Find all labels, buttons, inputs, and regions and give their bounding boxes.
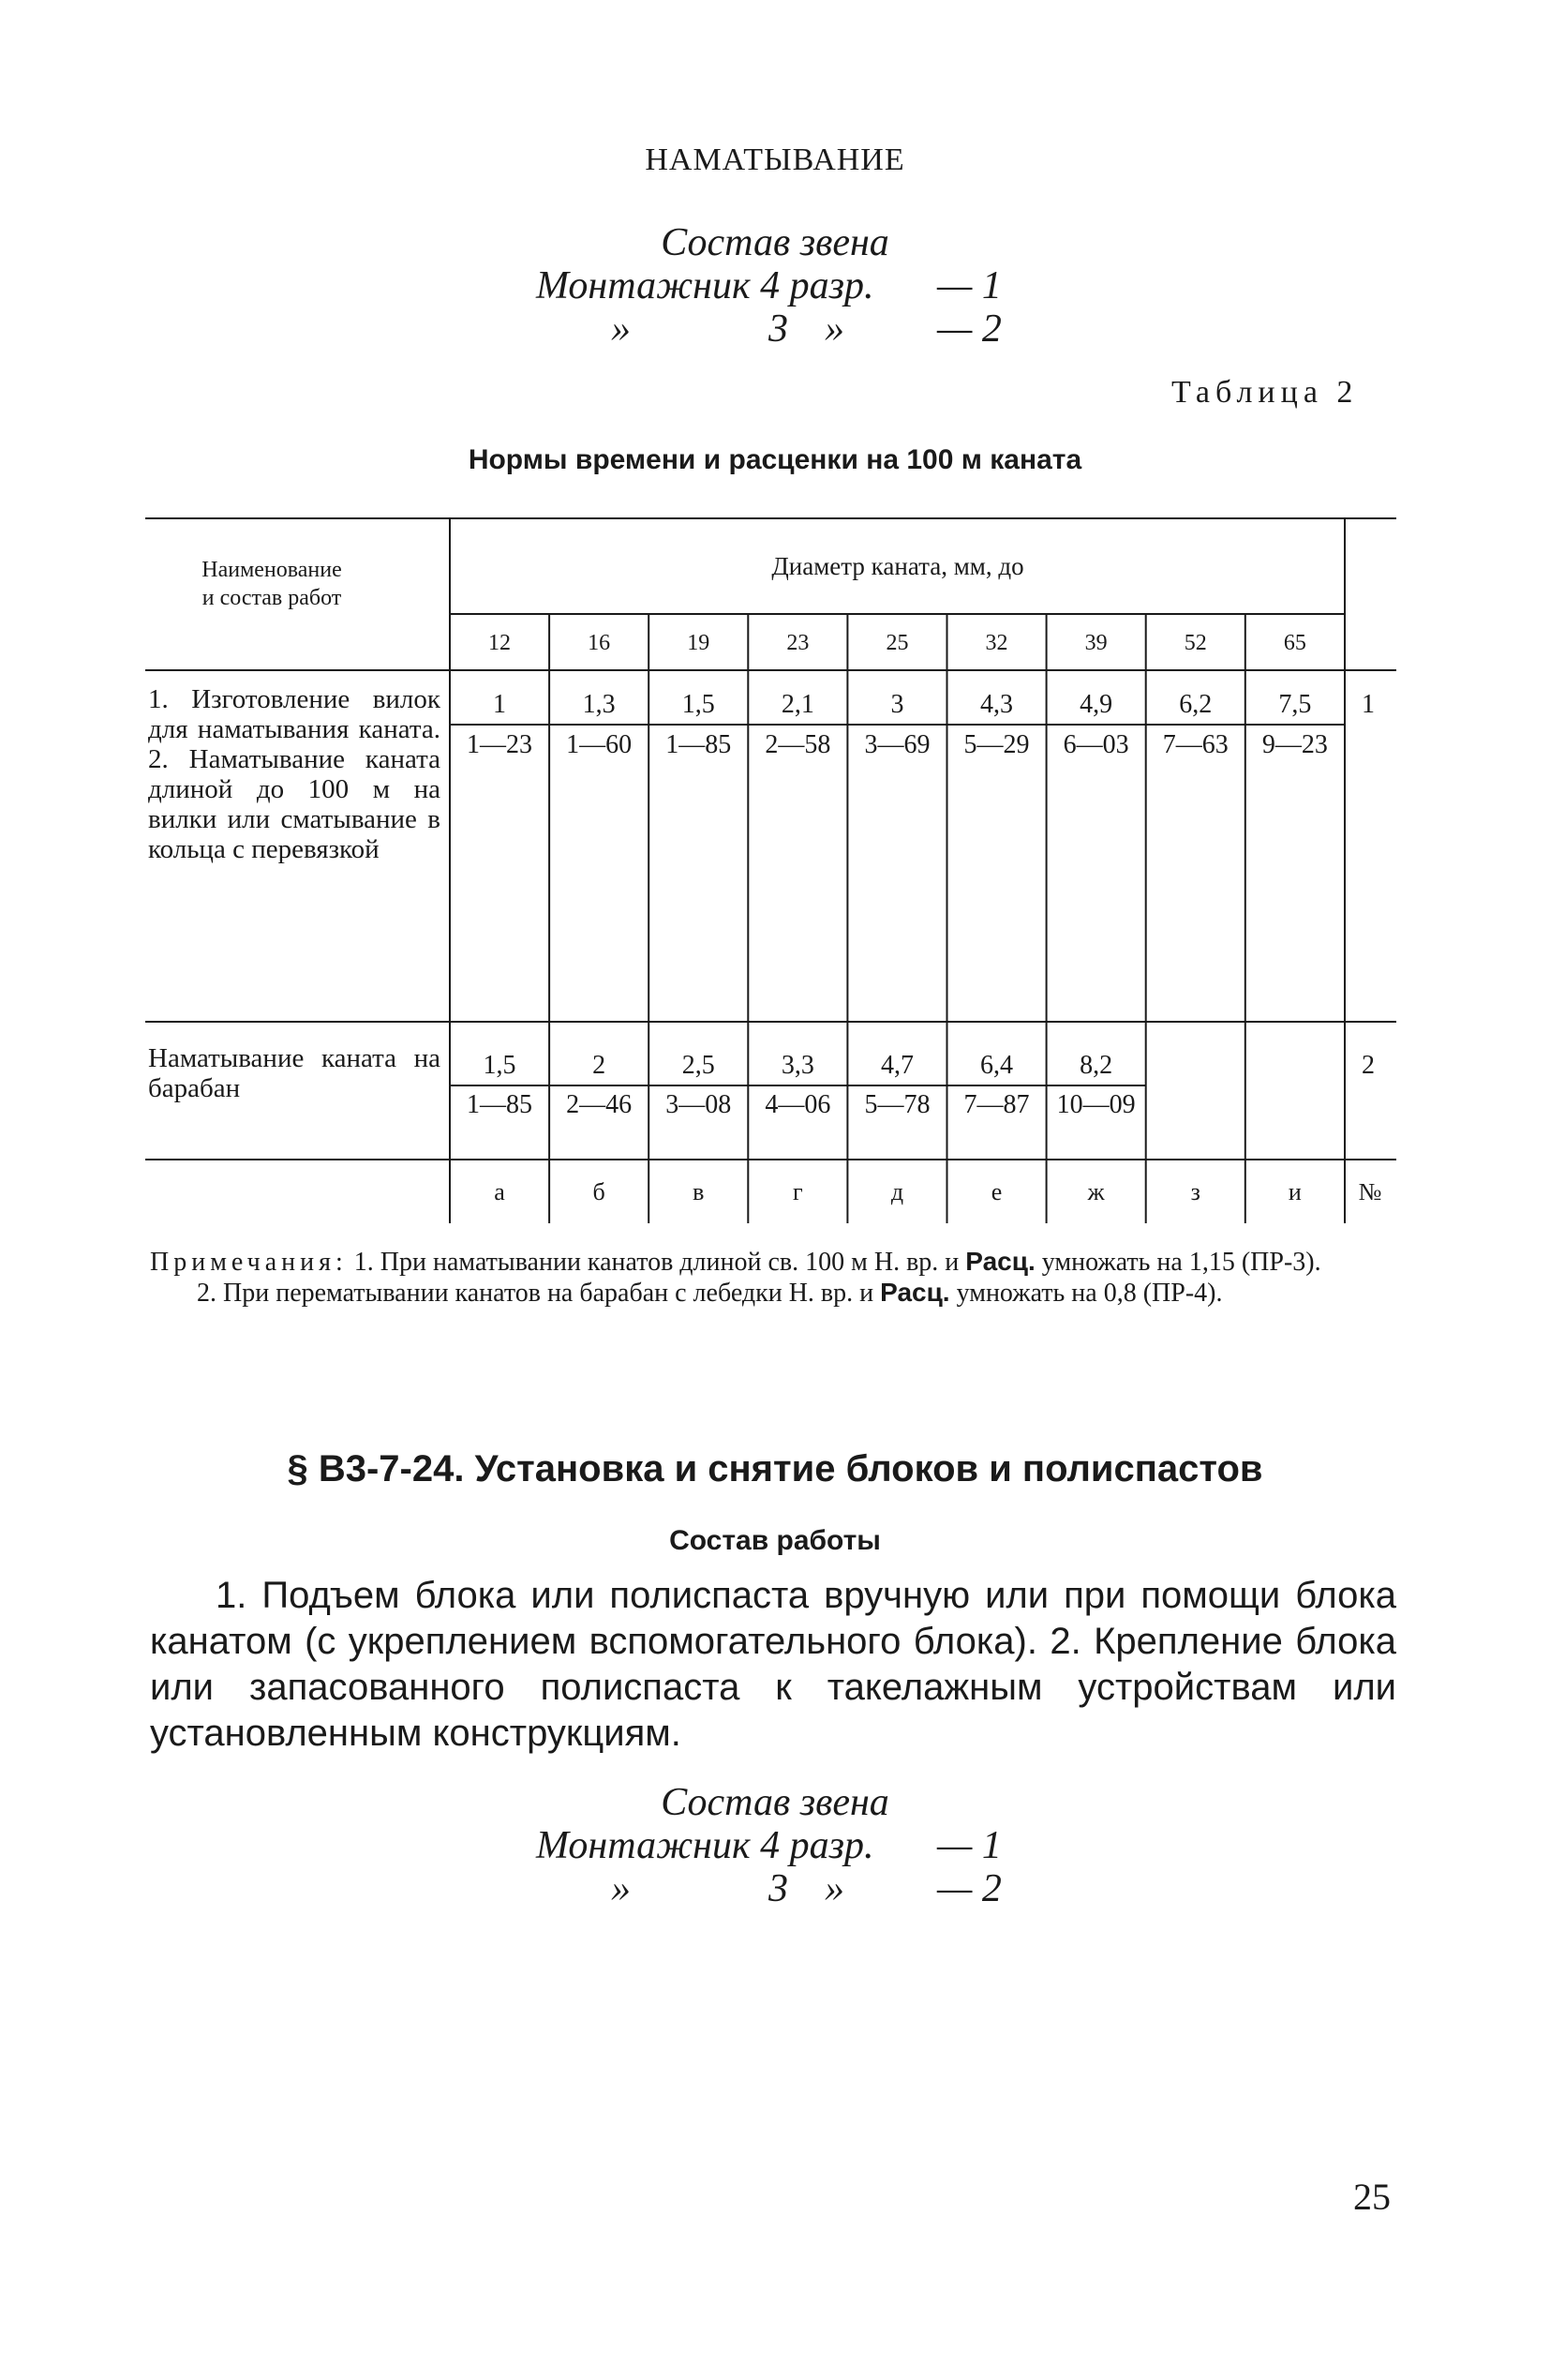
note1-bold: Расц. bbox=[965, 1247, 1036, 1276]
diameter-header-cell: 65 bbox=[1283, 631, 1306, 655]
column-letter-cell: ж bbox=[1087, 1178, 1105, 1205]
diameter-header-cell: 25 bbox=[886, 631, 909, 655]
row1-work-name: 1. Изготовление вилок для наматывания каната. 2. Наматывание каната длиной до 100 м на вилки или сматывание в кольца с перевязкой bbox=[148, 684, 440, 864]
work-text: 1. Подъем блока или полиспаста вручную или при помощи блока канатом (с укреплением вспомогательного блока). 2. Крепление блока или запасованного полиспаста к такелажным устройствам или установленным конструкциям. bbox=[150, 1575, 1396, 1754]
norm-time-cell: 1,3 bbox=[582, 690, 616, 719]
note2-text-cont: умножать на 0,8 (ПР-4). bbox=[956, 1279, 1223, 1308]
norm-time-cell: 2,5 bbox=[681, 1051, 715, 1080]
rate-cell: 3—69 bbox=[864, 730, 931, 759]
notes-block bbox=[150, 1247, 1396, 1309]
crew-role: Монтажник 4 разр. bbox=[536, 1824, 874, 1867]
crew-count: — 2 bbox=[937, 1867, 1002, 1910]
table-caption: Нормы времени и расценки на 100 м каната bbox=[468, 444, 1082, 475]
crew-composition-top bbox=[0, 221, 1550, 351]
column-letter-cell: е bbox=[991, 1178, 1003, 1205]
rate-cell: 1—60 bbox=[566, 730, 633, 759]
crew-count: — 2 bbox=[937, 307, 1002, 351]
diameter-header-cell: 32 bbox=[985, 631, 1008, 655]
crew-grade: 3 bbox=[768, 1867, 788, 1910]
crew-role: Монтажник 4 разр. bbox=[536, 264, 874, 307]
row-number-cell: 1 bbox=[1362, 690, 1375, 719]
crew-ditto: » bbox=[611, 307, 631, 351]
rate-cell: 10—09 bbox=[1056, 1090, 1136, 1119]
rate-cell: 9—23 bbox=[1261, 730, 1328, 759]
row2-work-name: Наматывание каната на барабан bbox=[148, 1043, 440, 1103]
table-label: Таблица 2 bbox=[1171, 375, 1359, 410]
norm-time-cell: 7,5 bbox=[1278, 690, 1312, 719]
norm-time-cell: 1 bbox=[493, 690, 507, 719]
norm-time-cell: 1,5 bbox=[483, 1051, 516, 1080]
diameter-header-cell: 39 bbox=[1084, 631, 1108, 655]
note2-bold: Расц. bbox=[880, 1278, 950, 1307]
rate-cell: 6—03 bbox=[1063, 730, 1129, 759]
diameter-header-cell: 16 bbox=[588, 631, 611, 655]
crew-count: — 1 bbox=[937, 264, 1002, 307]
crew-heading: Состав звена bbox=[661, 1781, 889, 1824]
rate-cell: 1—85 bbox=[467, 1090, 533, 1119]
diameter-header-cell: 23 bbox=[786, 631, 810, 655]
header-diameter: Диаметр каната, мм, до bbox=[771, 552, 1024, 580]
crew-ditto: » bbox=[825, 307, 844, 351]
rate-cell: 2—58 bbox=[765, 730, 831, 759]
rate-cell: 4—06 bbox=[765, 1090, 831, 1119]
header-name-line1: Наименование bbox=[201, 558, 342, 582]
work-heading: Состав работы bbox=[669, 1525, 881, 1556]
column-letter-cell: и bbox=[1288, 1178, 1302, 1205]
norms-table bbox=[141, 511, 1406, 1233]
header-name-line2: и состав работ bbox=[201, 586, 342, 610]
page-number: 25 bbox=[1353, 2176, 1391, 2218]
column-letter-cell: д bbox=[890, 1178, 904, 1205]
column-letter-cell: в bbox=[693, 1178, 705, 1205]
crew-heading: Состав звена bbox=[661, 221, 889, 264]
diameter-header-cell: 52 bbox=[1184, 631, 1207, 655]
crew-ditto: » bbox=[825, 1867, 844, 1910]
diameter-header-cell: 19 bbox=[687, 631, 710, 655]
crew-grade: 3 bbox=[768, 307, 788, 351]
column-letter-cell: з bbox=[1190, 1178, 1200, 1205]
norm-time-cell: 6,4 bbox=[980, 1051, 1014, 1080]
note2-text: 2. При перематывании канатов на барабан с лебедки Н. вр. и bbox=[197, 1279, 874, 1308]
norm-time-cell: 4,9 bbox=[1080, 690, 1113, 719]
column-letter-cell: б bbox=[592, 1178, 605, 1205]
rate-cell: 1—23 bbox=[467, 730, 533, 759]
norm-time-cell: 4,3 bbox=[980, 690, 1014, 719]
norm-time-cell: 8,2 bbox=[1080, 1051, 1113, 1080]
norm-time-cell: 6,2 bbox=[1179, 690, 1213, 719]
norm-time-cell: 4,7 bbox=[880, 1051, 914, 1080]
norm-time-cell: 1,5 bbox=[681, 690, 715, 719]
norm-time-cell: 2,1 bbox=[781, 690, 814, 719]
rate-cell: 3—08 bbox=[665, 1090, 732, 1119]
notes-label: Примечания: bbox=[150, 1248, 348, 1277]
crew-count: — 1 bbox=[937, 1824, 1002, 1867]
paragraph-heading: § В3-7-24. Установка и снятие блоков и полиспастов bbox=[287, 1448, 1263, 1489]
rate-cell: 5—78 bbox=[864, 1090, 931, 1119]
number-label-cell: № bbox=[1358, 1178, 1382, 1205]
norm-time-cell: 2 bbox=[592, 1051, 606, 1080]
crew-composition-bottom bbox=[0, 1781, 1550, 1910]
row-number-cell: 2 bbox=[1362, 1051, 1375, 1080]
column-letter-cell: г bbox=[793, 1178, 803, 1205]
norm-time-cell: 3 bbox=[890, 690, 904, 719]
column-letter-cell: а bbox=[494, 1178, 505, 1205]
rate-cell: 7—63 bbox=[1162, 730, 1229, 759]
rate-cell: 1—85 bbox=[665, 730, 732, 759]
diameter-header-cell: 12 bbox=[488, 631, 512, 655]
note1-text: 1. При наматывании канатов длиной св. 100 м Н. вр. и bbox=[353, 1248, 960, 1277]
rate-cell: 7—87 bbox=[963, 1090, 1030, 1119]
norm-time-cell: 3,3 bbox=[781, 1051, 814, 1080]
note1-text-cont: умножать на 1,15 (ПР-3). bbox=[1041, 1248, 1321, 1277]
rate-cell: 5—29 bbox=[963, 730, 1030, 759]
crew-ditto: » bbox=[611, 1867, 631, 1910]
section-title: НАМАТЫВАНИЕ bbox=[645, 142, 905, 177]
rate-cell: 2—46 bbox=[566, 1090, 633, 1119]
